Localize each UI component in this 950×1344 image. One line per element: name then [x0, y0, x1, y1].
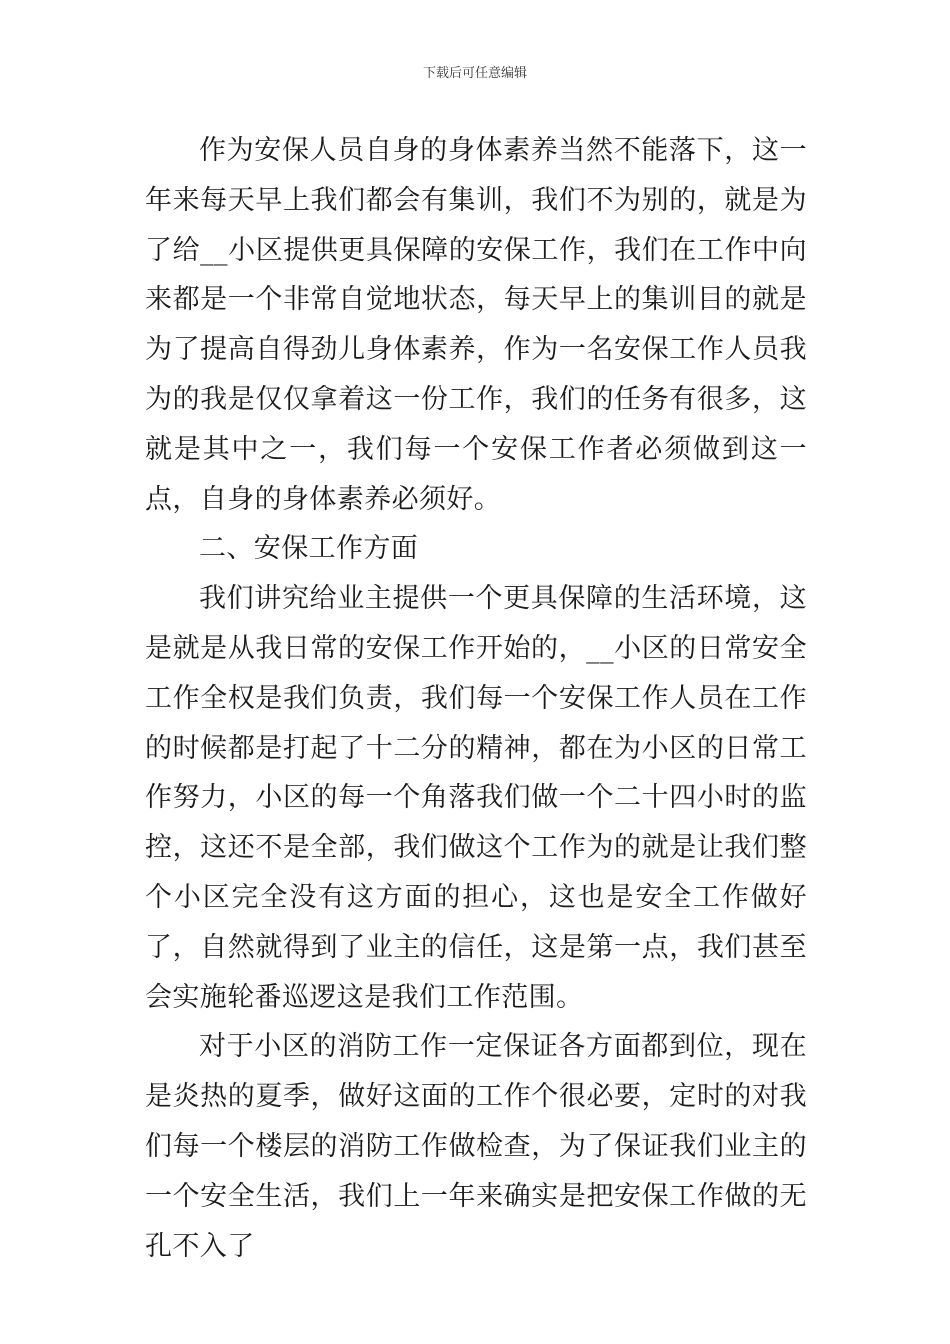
section-heading-security-work: 二、安保工作方面 [199, 533, 419, 565]
paragraph-daily-security: 我们讲究给业主提供一个更具保障的生活环境，这是就是从我日常的安保工作开始的，__小区的日常安全工作全权是我们负责，我们每一个安保工作人员在工作的时候都是打起了十二分的精神，都在为小区的日常工作努力，小区的每一个角落我们做一个二十四小时的监控，这还不是全部，我们做这个工作为的就是让我们整个小区完全没有这方面的担心，这也是安全工作做好了，自然就得到了业主的信任，这是第一点，我们甚至会实施轮番巡逻这是我们工作范围。 [145, 583, 807, 1013]
page-header: 下载后可任意编辑 [422, 66, 527, 81]
document-body [145, 126, 807, 1271]
paragraph-fitness: 作为安保人员自身的身体素养当然不能落下，这一年来每天早上我们都会有集训，我们不为别的，就是为了给__小区提供更具保障的安保工作，我们在工作中向来都是一个非常自觉地状态，每天早上的集训目的就是为了提高自得劲儿身体素养，作为一名安保工作人员我为的我是仅仅拿着这一份工作，我们的任务有很多，这就是其中之一，我们每一个安保工作者必须做到这一点，自身的身体素养必须好。 [145, 135, 807, 515]
paragraph-fire-safety: 对于小区的消防工作一定保证各方面都到位，现在是炎热的夏季，做好这面的工作个很必要，定时的对我们每一个楼层的消防工作做检查，为了保证我们业主的一个安全生活，我们上一年来确实是把安保工作做的无孔不入了 [145, 1031, 807, 1262]
